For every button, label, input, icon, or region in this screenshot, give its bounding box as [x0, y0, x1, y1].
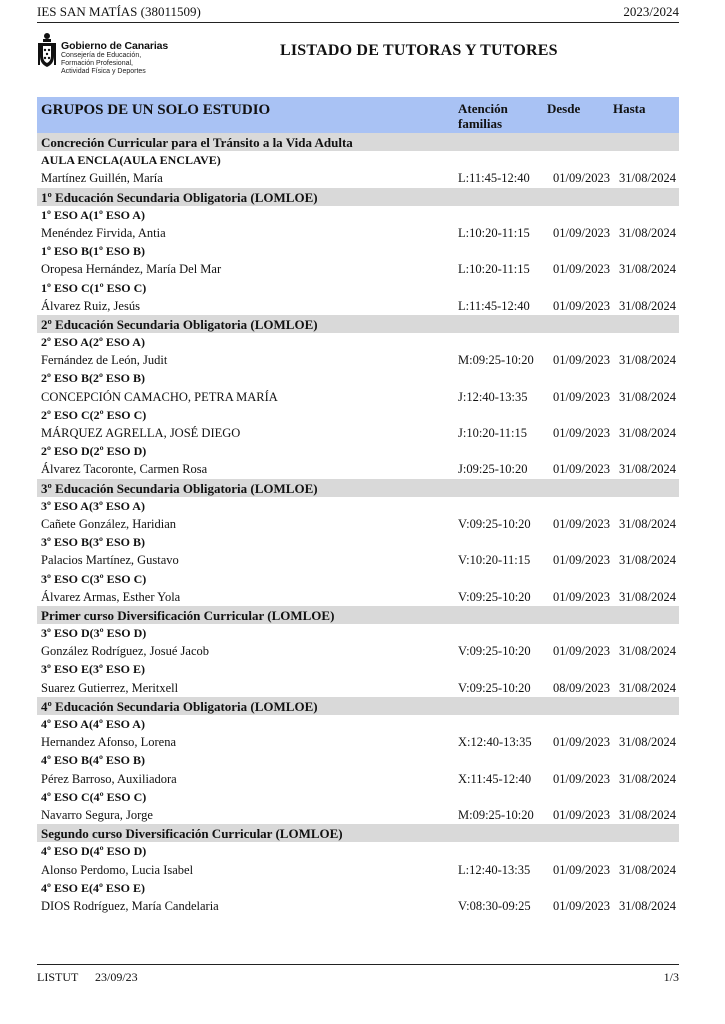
- section-title: 2º Educación Secundaria Obligatoria (LOMLOE): [41, 316, 318, 332]
- logo-subtitle-2: Formación Profesional,: [61, 60, 133, 68]
- section-title: Segundo curso Diversificación Curricular (LOMLOE): [41, 826, 343, 842]
- document-header: [37, 0, 679, 22]
- group-row: [37, 369, 679, 387]
- group-name: AULA ENCLA(AULA ENCLAVE): [41, 153, 221, 168]
- table-row: [37, 460, 679, 478]
- column-header-atencion-line1: Atención: [458, 101, 508, 116]
- group-row: [37, 624, 679, 642]
- section-title: 3º Educación Secundaria Obligatoria (LOMLOE): [41, 480, 318, 496]
- atencion-familias-cell: L:11:45-12:40: [458, 298, 530, 313]
- hasta-cell: 31/08/2024: [619, 680, 676, 695]
- group-name: 2º ESO C(2º ESO C): [41, 407, 147, 422]
- atencion-familias-cell: V:09:25-10:20: [458, 516, 531, 531]
- section-row: [37, 824, 679, 842]
- table-row: [37, 260, 679, 278]
- tutor-name: Álvarez Tacoronte, Carmen Rosa: [41, 462, 208, 477]
- desde-cell: 01/09/2023: [553, 353, 610, 368]
- desde-cell: 01/09/2023: [553, 262, 610, 277]
- tutor-name: Álvarez Armas, Esther Yola: [41, 589, 181, 604]
- table-row: [37, 224, 679, 242]
- atencion-familias-cell: V:08:30-09:25: [458, 898, 531, 913]
- atencion-familias-cell: J:12:40-13:35: [458, 389, 528, 404]
- section-title: Concreción Curricular para el Tránsito a la Vida Adulta: [41, 135, 353, 150]
- group-row: [37, 879, 679, 897]
- table-row: [37, 169, 679, 187]
- table-row: [37, 388, 679, 406]
- table-row: [37, 770, 679, 788]
- group-name: 2º ESO B(2º ESO B): [41, 371, 145, 386]
- section-title: Primer curso Diversificación Curricular (LOMLOE): [41, 607, 335, 623]
- section-title: 1º Educación Secundaria Obligatoria (LOMLOE): [41, 189, 318, 205]
- gobierno-canarias-logo: [37, 32, 187, 84]
- hasta-cell: 31/08/2024: [619, 644, 676, 659]
- group-row: [37, 842, 679, 860]
- section-row: [37, 188, 679, 206]
- report-date: 23/09/23: [95, 970, 138, 984]
- group-name: 4º ESO B(4º ESO B): [41, 753, 145, 768]
- desde-cell: 01/09/2023: [553, 735, 610, 750]
- group-row: [37, 533, 679, 551]
- tutor-name: MÁRQUEZ AGRELLA, JOSÉ DIEGO: [41, 426, 241, 440]
- atencion-familias-cell: X:12:40-13:35: [458, 735, 532, 750]
- table-row: [37, 424, 679, 442]
- tutor-name: Suarez Gutierrez, Meritxell: [41, 680, 179, 695]
- table-heading: GRUPOS DE UN SOLO ESTUDIO: [41, 102, 271, 118]
- footer-divider: [37, 964, 679, 965]
- atencion-familias-cell: X:11:45-12:40: [458, 771, 532, 786]
- desde-cell: 01/09/2023: [553, 426, 610, 440]
- table-header: [37, 97, 679, 133]
- section-title: 4º Educación Secundaria Obligatoria (LOMLOE): [41, 698, 318, 714]
- tutor-name: CONCEPCIÓN CAMACHO, PETRA MARÍA: [41, 389, 278, 404]
- group-row: [37, 570, 679, 588]
- group-name: 3º ESO A(3º ESO A): [41, 498, 145, 513]
- school-year: 2023/2024: [623, 4, 679, 19]
- atencion-familias-cell: J:09:25-10:20: [458, 462, 528, 477]
- column-header-atencion-line2: familias: [458, 116, 503, 131]
- logo-subtitle-1: Consejería de Educación,: [61, 52, 142, 59]
- group-name: 1º ESO C(1º ESO C): [41, 280, 147, 295]
- section-row: [37, 697, 679, 715]
- group-name: 4º ESO E(4º ESO E): [41, 880, 145, 895]
- table-row: [37, 297, 679, 315]
- group-name: 2º ESO D(2º ESO D): [41, 444, 147, 459]
- group-name: 4º ESO C(4º ESO C): [41, 789, 147, 804]
- hasta-cell: 31/08/2024: [619, 807, 676, 822]
- desde-cell: 01/09/2023: [553, 862, 610, 877]
- tutor-name: Navarro Segura, Jorge: [41, 807, 153, 822]
- atencion-familias-cell: L:12:40-13:35: [458, 862, 531, 877]
- desde-cell: 01/09/2023: [553, 516, 610, 531]
- group-row: [37, 788, 679, 806]
- group-row: [37, 151, 679, 169]
- group-name: 4º ESO A(4º ESO A): [41, 717, 145, 731]
- hasta-cell: 31/08/2024: [619, 225, 676, 240]
- group-row: [37, 242, 679, 260]
- logo-subtitle-3: Actividad Física y Deportes: [61, 68, 146, 76]
- atencion-familias-cell: J:10:20-11:15: [458, 426, 527, 440]
- tutor-table: [37, 133, 679, 915]
- desde-cell: 01/09/2023: [553, 553, 610, 568]
- desde-cell: 01/09/2023: [553, 171, 610, 186]
- desde-cell: 01/09/2023: [553, 298, 610, 313]
- atencion-familias-cell: M:09:25-10:20: [458, 353, 534, 368]
- group-row: [37, 206, 679, 224]
- hasta-cell: 31/08/2024: [619, 171, 676, 186]
- column-header-hasta: Hasta: [613, 101, 646, 116]
- hasta-cell: 31/08/2024: [619, 516, 676, 531]
- section-row: [37, 133, 679, 151]
- table-row: [37, 351, 679, 369]
- tutor-name: Fernández de León, Judit: [41, 353, 168, 368]
- atencion-familias-cell: V:09:25-10:20: [458, 644, 531, 659]
- hasta-cell: 31/08/2024: [619, 389, 676, 404]
- coat-of-arms-icon: [37, 32, 57, 72]
- hasta-cell: 31/08/2024: [619, 898, 676, 913]
- tutor-name: Álvarez Ruiz, Jesús: [41, 298, 140, 313]
- hasta-cell: 31/08/2024: [619, 298, 676, 313]
- table-row: [37, 679, 679, 697]
- report-code: LISTUT: [37, 970, 79, 984]
- school-name: IES SAN MATÍAS (38011509): [37, 4, 201, 19]
- tutor-name: Oropesa Hernández, María Del Mar: [41, 262, 222, 277]
- desde-cell: 01/09/2023: [553, 225, 610, 240]
- hasta-cell: 31/08/2024: [619, 553, 676, 568]
- section-row: [37, 606, 679, 624]
- group-row: [37, 660, 679, 678]
- atencion-familias-cell: L:11:45-12:40: [458, 171, 530, 186]
- group-row: [37, 715, 679, 733]
- group-row: [37, 442, 679, 460]
- atencion-familias-cell: L:10:20-11:15: [458, 262, 530, 277]
- hasta-cell: 31/08/2024: [619, 462, 676, 477]
- column-header-desde: Desde: [547, 101, 581, 116]
- section-row: [37, 315, 679, 333]
- table-row: [37, 551, 679, 569]
- hasta-cell: 31/08/2024: [619, 262, 676, 277]
- table-row: [37, 642, 679, 660]
- tutor-name: Martínez Guillén, María: [41, 171, 163, 186]
- tutor-name: Hernandez Afonso, Lorena: [41, 735, 177, 750]
- group-name: 3º ESO E(3º ESO E): [41, 662, 145, 677]
- section-row: [37, 479, 679, 497]
- tutor-name: Menéndez Firvida, Antia: [41, 225, 166, 240]
- desde-cell: 08/09/2023: [553, 680, 610, 695]
- desde-cell: 01/09/2023: [553, 771, 610, 786]
- logo-text: [61, 40, 168, 77]
- desde-cell: 01/09/2023: [553, 462, 610, 477]
- table-row: [37, 806, 679, 824]
- group-row: [37, 333, 679, 351]
- atencion-familias-cell: V:10:20-11:15: [458, 553, 531, 568]
- table-row: [37, 897, 679, 915]
- group-name: 1º ESO B(1º ESO B): [41, 244, 145, 259]
- hasta-cell: 31/08/2024: [619, 735, 676, 750]
- group-row: [37, 279, 679, 297]
- group-name: 3º ESO C(3º ESO C): [41, 571, 147, 586]
- hasta-cell: 31/08/2024: [619, 589, 676, 604]
- group-name: 4º ESO D(4º ESO D): [41, 844, 147, 859]
- tutor-name: Pérez Barroso, Auxiliadora: [41, 771, 177, 786]
- table-row: [37, 733, 679, 751]
- desde-cell: 01/09/2023: [553, 807, 610, 822]
- desde-cell: 01/09/2023: [553, 898, 610, 913]
- group-row: [37, 406, 679, 424]
- header-divider: [37, 22, 679, 23]
- hasta-cell: 31/08/2024: [619, 426, 676, 440]
- atencion-familias-cell: M:09:25-10:20: [458, 807, 534, 822]
- group-row: [37, 497, 679, 515]
- page-number: 1/3: [663, 970, 679, 984]
- group-name: 1º ESO A(1º ESO A): [41, 207, 145, 222]
- group-name: 3º ESO B(3º ESO B): [41, 535, 145, 550]
- group-name: 3º ESO D(3º ESO D): [41, 626, 147, 641]
- atencion-familias-cell: V:09:25-10:20: [458, 589, 531, 604]
- hasta-cell: 31/08/2024: [619, 353, 676, 368]
- tutor-name: Palacios Martínez, Gustavo: [41, 553, 179, 568]
- tutor-name: González Rodríguez, Josué Jacob: [41, 644, 209, 659]
- group-row: [37, 751, 679, 769]
- group-name: 2º ESO A(2º ESO A): [41, 335, 145, 350]
- desde-cell: 01/09/2023: [553, 389, 610, 404]
- atencion-familias-cell: L:10:20-11:15: [458, 225, 530, 240]
- table-row: [37, 861, 679, 879]
- table-row: [37, 588, 679, 606]
- column-header-atencion: [458, 101, 528, 131]
- logo-title: Gobierno de Canarias: [61, 40, 169, 52]
- hasta-cell: 31/08/2024: [619, 771, 676, 786]
- hasta-cell: 31/08/2024: [619, 862, 676, 877]
- tutor-name: Cañete González, Haridian: [41, 516, 177, 531]
- atencion-familias-cell: V:09:25-10:20: [458, 680, 531, 695]
- tutor-name: Alonso Perdomo, Lucia Isabel: [41, 862, 194, 877]
- desde-cell: 01/09/2023: [553, 644, 610, 659]
- tutor-name: DIOS Rodríguez, María Candelaria: [41, 898, 219, 913]
- page-title: LISTADO DE TUTORAS Y TUTORES: [280, 42, 558, 59]
- table-row: [37, 515, 679, 533]
- desde-cell: 01/09/2023: [553, 589, 610, 604]
